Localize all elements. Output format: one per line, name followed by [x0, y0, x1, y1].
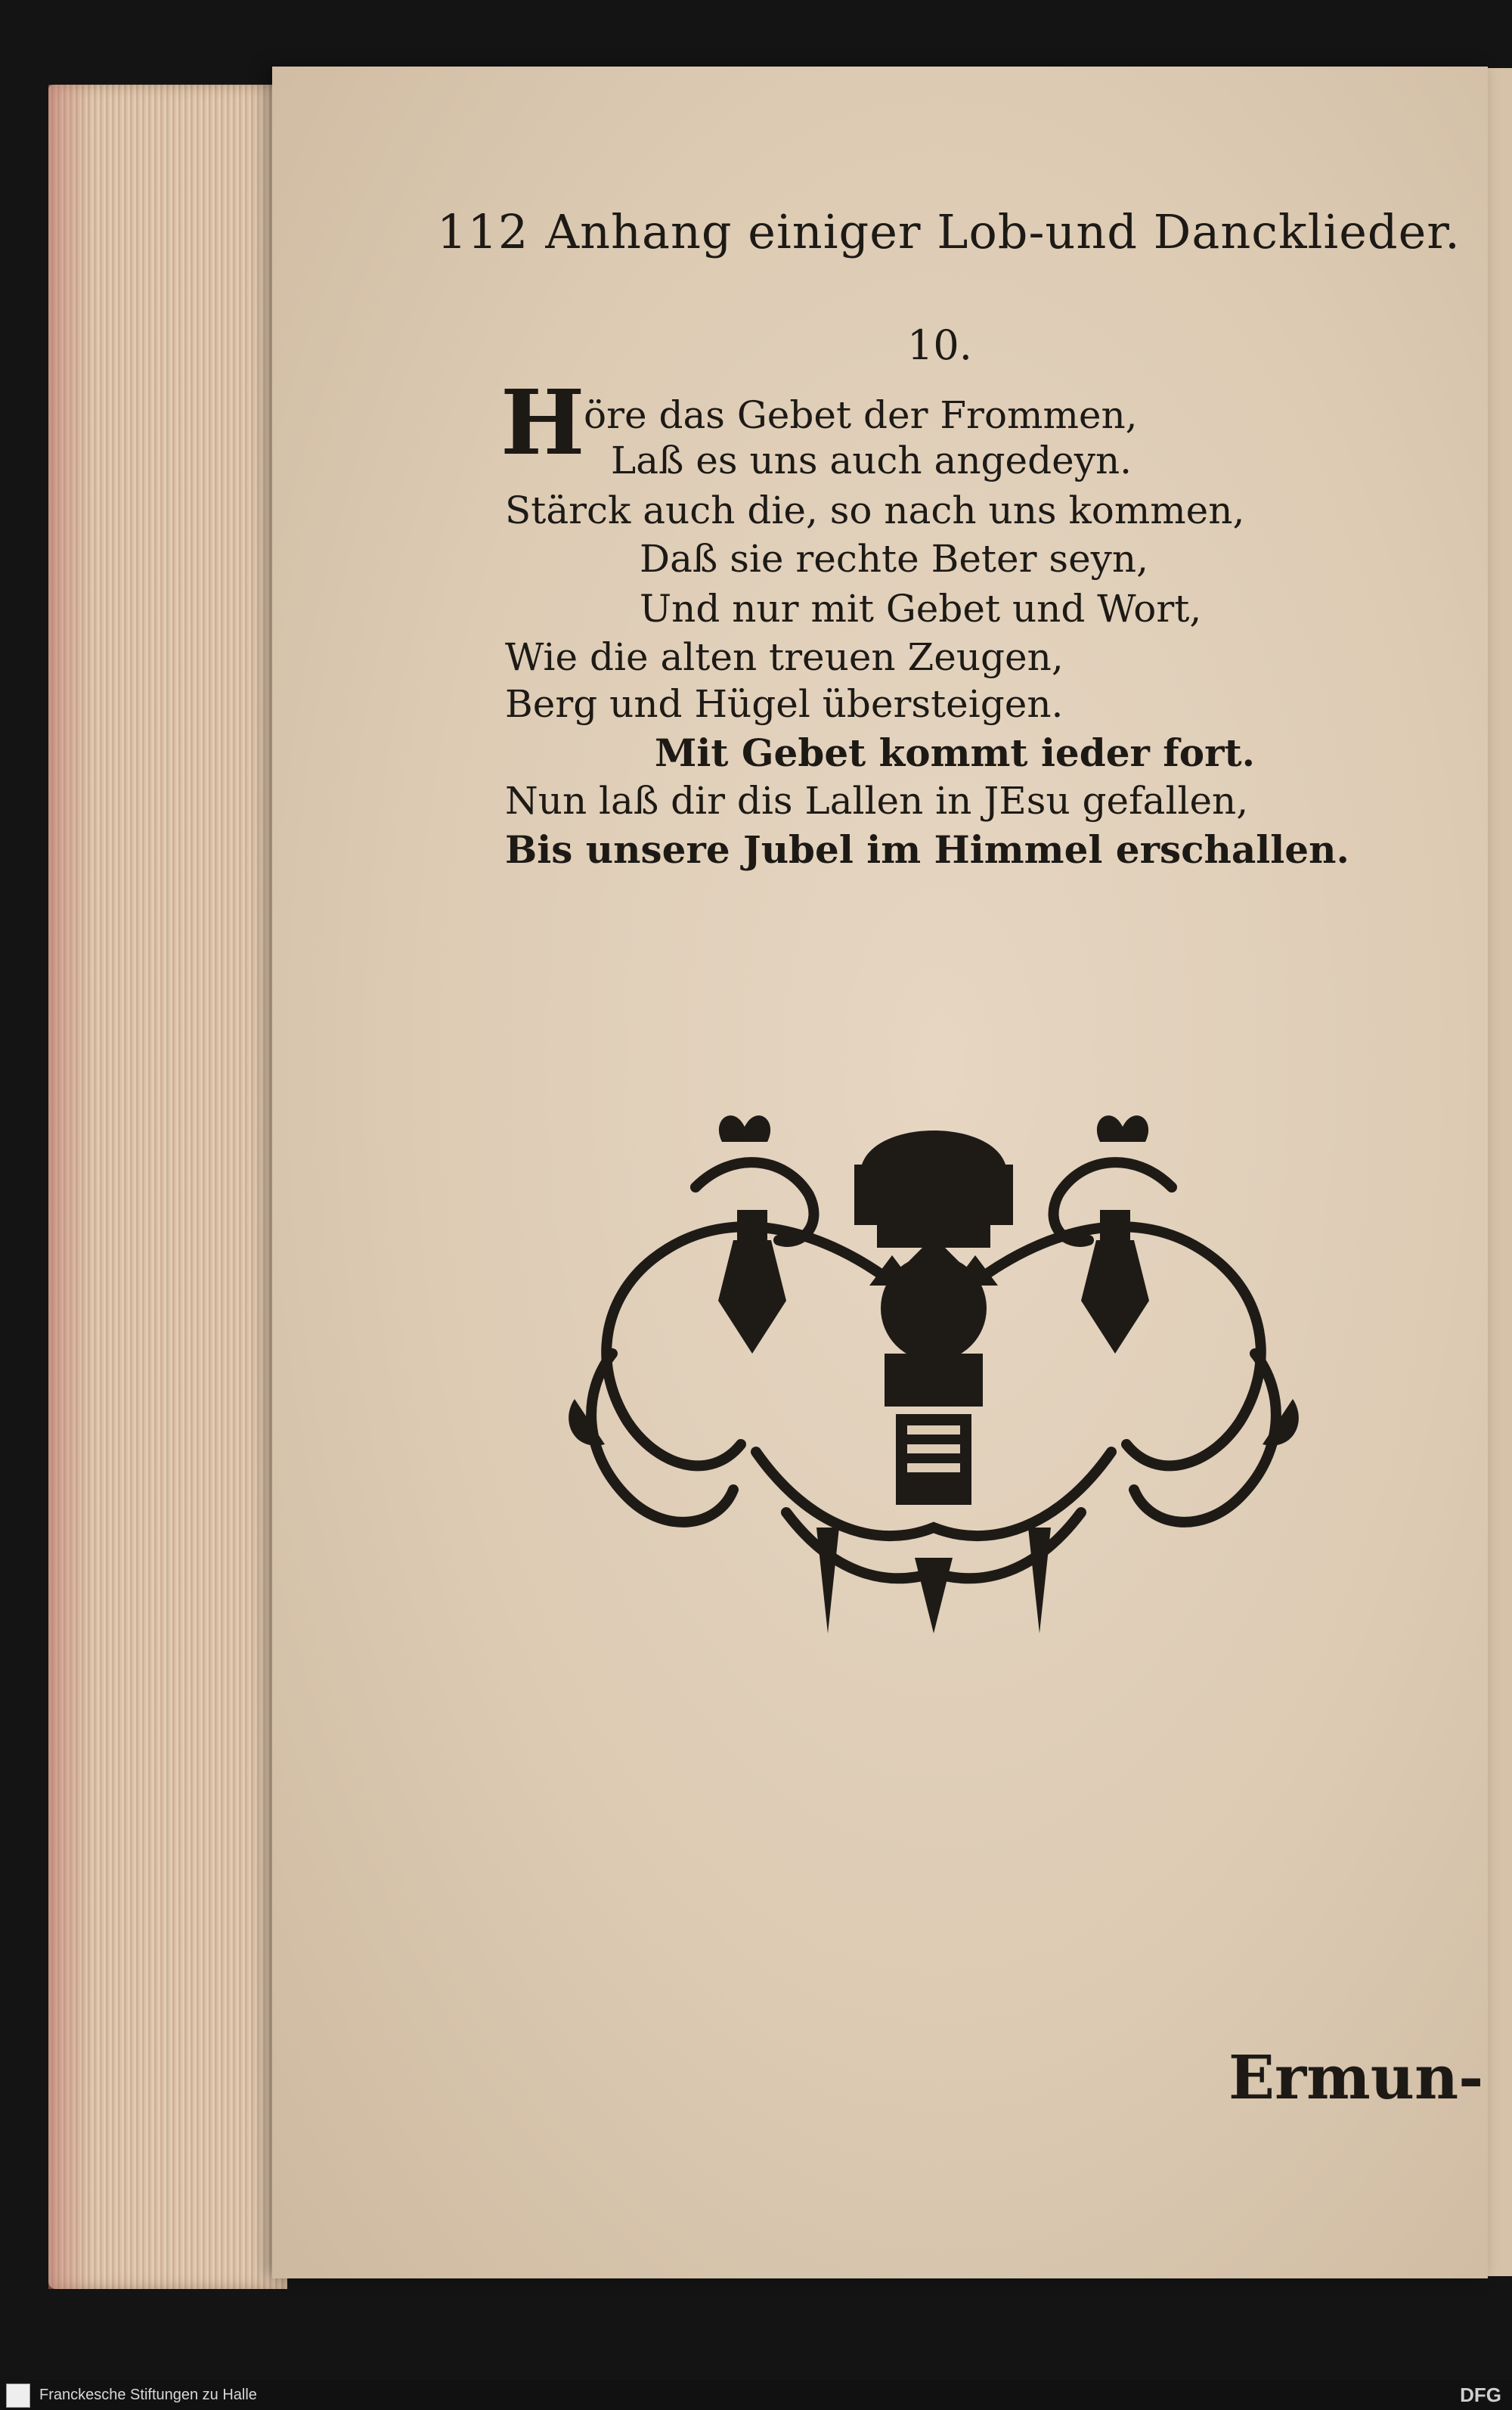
floral-vignette-icon: [559, 1104, 1308, 1656]
verse-line-3: Stärck auch die, so nach uns kommen,: [505, 489, 1245, 532]
verse-line-7: Berg und Hügel übersteigen.: [505, 682, 1064, 726]
running-head-title: Anhang einiger Lob-und Dancklieder.: [545, 204, 1461, 259]
verse-line-6: Wie die alten treuen Zeugen,: [505, 635, 1064, 679]
drop-cap: H: [500, 370, 585, 475]
verse-line-10: Bis unsere Jubel im Himmel erschallen.: [505, 827, 1349, 872]
page-number: 112: [437, 204, 529, 259]
verse-line-4: Daß sie rechte Beter seyn,: [640, 537, 1148, 581]
footer-bar: [0, 2380, 1512, 2410]
institution-logo-icon: [6, 2384, 30, 2408]
verse-line-9: Nun laß dir dis Lallen in JEsu gefallen,: [505, 779, 1249, 823]
verse-number: 10.: [907, 321, 972, 369]
verse-line-1: öre das Gebet der Frommen,: [584, 393, 1138, 437]
dfg-logo: DFG: [1460, 2384, 1501, 2406]
verse-line-8: Mit Gebet kommt ieder fort.: [655, 730, 1255, 775]
running-head: [437, 204, 1461, 259]
catchword: Ermun-: [1228, 2042, 1484, 2113]
verse-line-5: Und nur mit Gebet und Wort,: [640, 587, 1202, 631]
book-page-edges: [48, 85, 287, 2289]
verse-line-2: Laß es uns auch angedeyn.: [611, 439, 1132, 482]
institution-name: Franckesche Stiftungen zu Halle: [39, 2387, 257, 2403]
